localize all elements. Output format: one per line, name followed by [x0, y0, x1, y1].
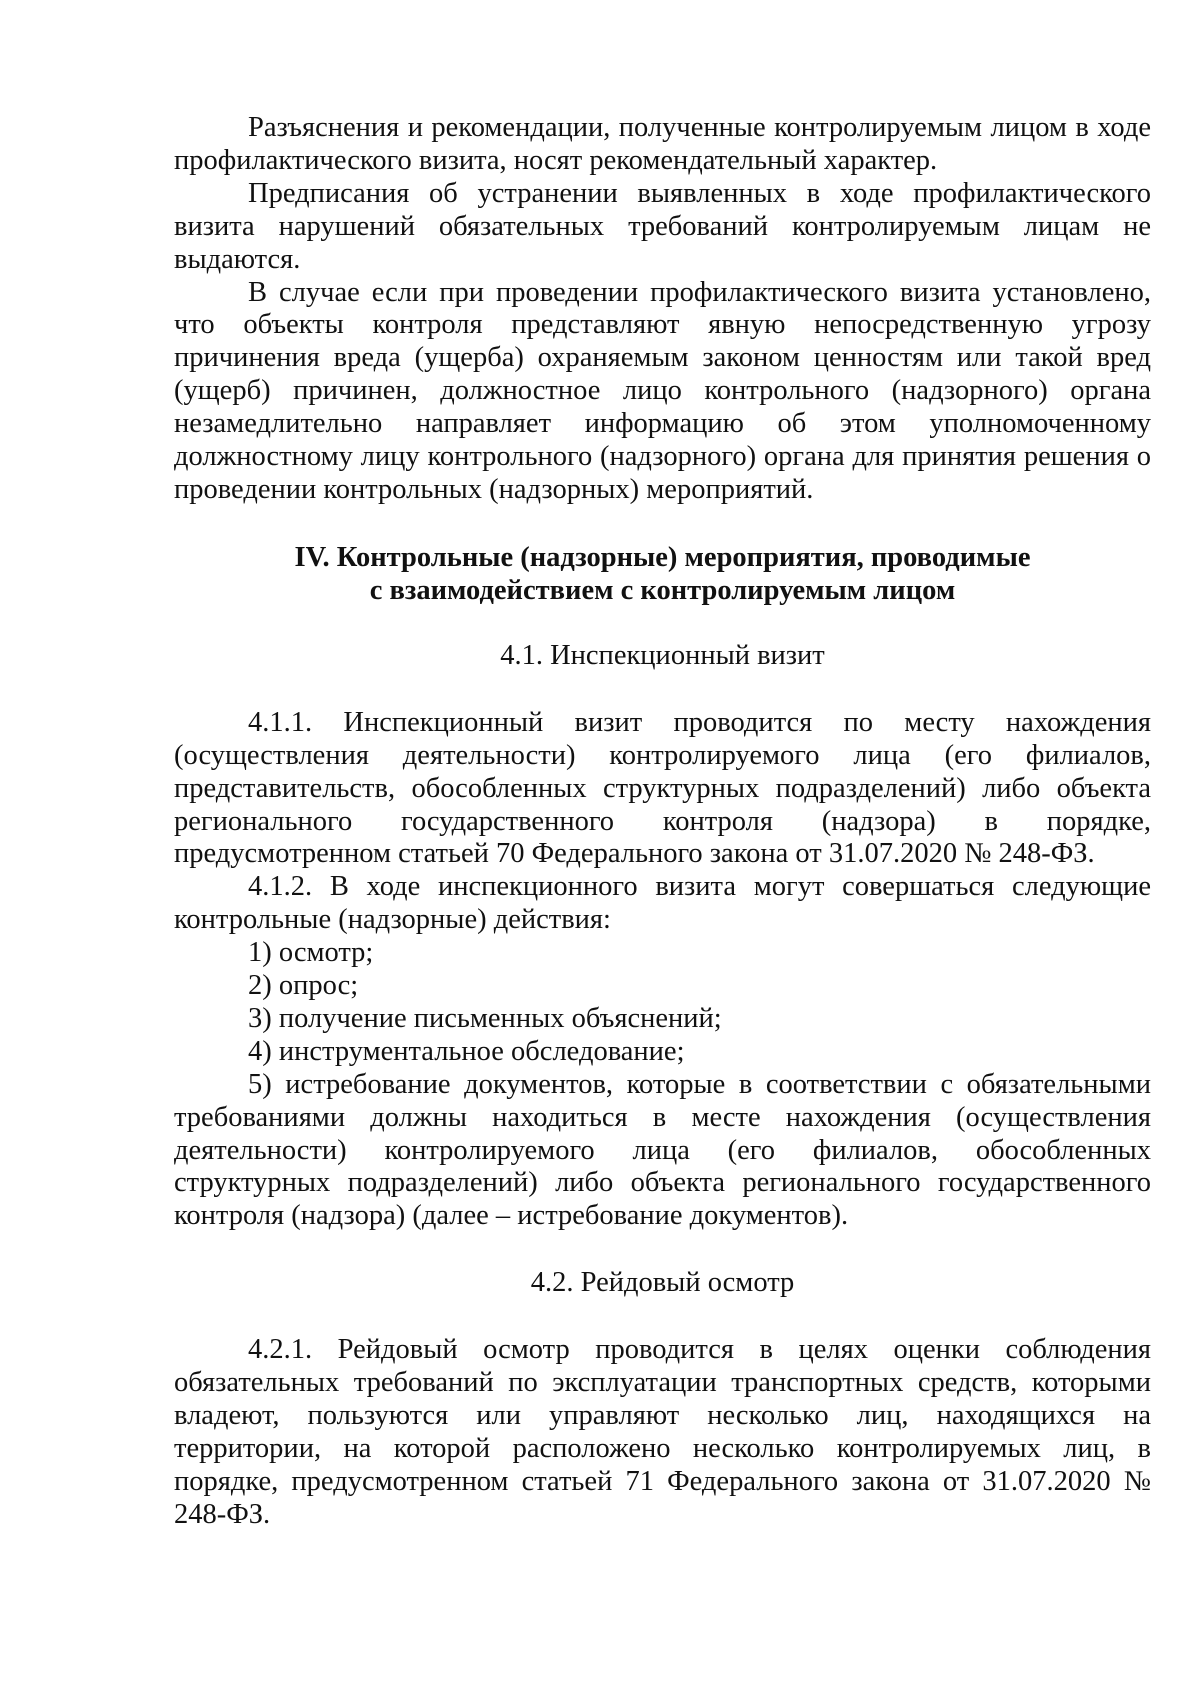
paragraph-threat-case: В случае если при проведении профилактического визита установлено, что объекты контроля представляют явную непосредственную угрозу причинения вреда (ущерба) охраняемым законом ценностям или такой вред (ущерб) причинен, должностное лицо контрольного (надзорного) органа незамедлительно направляет информацию об этом уполномоченному должностному лицу контрольного (надзорного) органа для принятия решения о проведении контрольных (надзорных) мероприятий.	[174, 276, 1151, 505]
spacer	[174, 1300, 1151, 1334]
spacer	[174, 507, 1151, 541]
list-item-instrumental-examination: 4) инструментальное обследование;	[248, 1035, 685, 1067]
spacer	[174, 673, 1151, 707]
list-item-document-request: 5) истребование документов, которые в соответствии с обязательными требованиями должны находиться в месте нахождения (осуществления деятельности) контролируемого лица (его филиалов, обособленных структурных подразделений) либо объекта регионального государственного контроля (надзора) (далее – истребование документов).	[174, 1068, 1151, 1232]
list-item-inspection: 1) осмотр;	[248, 937, 374, 969]
section-heading-line-1: IV. Контрольные (надзорные) мероприятия, проводимые	[294, 541, 1031, 573]
paragraph-4-2-1: 4.2.1. Рейдовый осмотр проводится в целях оценки соблюдения обязательных требований по эксплуатации транспортных средств, которыми владеют, пользуются или управляют несколько лиц, находящихся на территории, на которой расположено несколько контролируемых лиц, в порядке, предусмотренном статьей 71 Федерального закона от 31.07.2020 № 248-ФЗ.	[174, 1334, 1151, 1530]
section-heading-line-2: с взаимодействием с контролируемым лицом	[369, 574, 956, 606]
paragraph-prescriptions: Предписания об устранении выявленных в ходе профилактического визита нарушений обязательных требований контролируемым лицам не выдаются.	[174, 177, 1151, 275]
list-item-written-explanations: 3) получение письменных объяснений;	[248, 1002, 722, 1034]
paragraph-4-1-1: 4.1.1. Инспекционный визит проводится по месту нахождения (осуществления деятельности) контролируемого лица (его филиалов, представительств, обособленных структурных подразделений) либо объекта регионального государственного контроля (надзора) в порядке, предусмотренном статьей 70 Федерального закона от 31.07.2020 № 248-ФЗ.	[174, 706, 1151, 870]
paragraph-4-1-2: 4.1.2. В ходе инспекционного визита могут совершаться следующие контрольные (надзорные) действия:	[174, 871, 1151, 936]
spacer	[174, 1233, 1151, 1267]
subsection-heading-4-2: 4.2. Рейдовый осмотр	[530, 1267, 795, 1299]
document-page	[174, 112, 1151, 1532]
spacer	[174, 607, 1151, 640]
list-item-survey: 2) опрос;	[248, 970, 359, 1002]
subsection-heading-4-1: 4.1. Инспекционный визит	[500, 639, 825, 671]
paragraph-clarifications: Разъяснения и рекомендации, полученные контролируемым лицом в ходе профилактического визита, носят рекомендательный характер.	[174, 112, 1151, 176]
